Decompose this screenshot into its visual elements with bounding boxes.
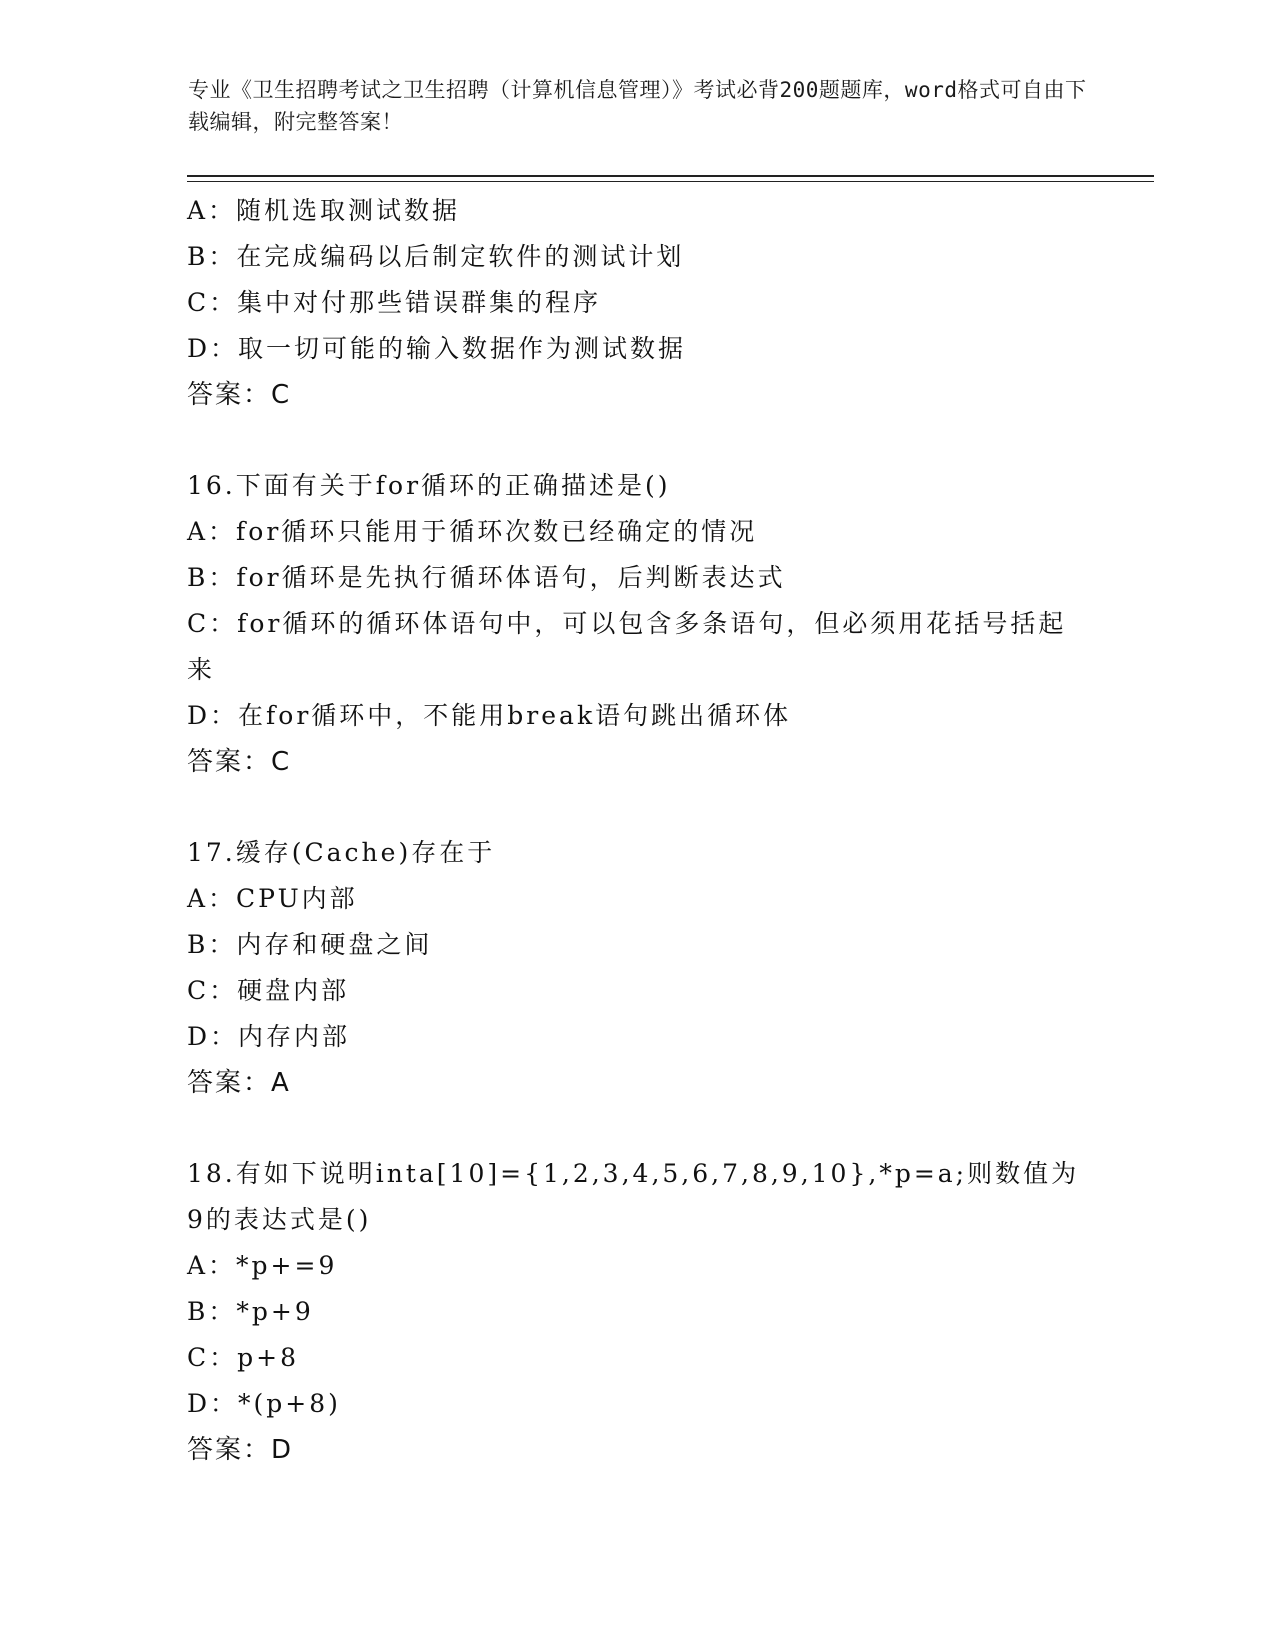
- question-16: [187, 463, 1087, 785]
- option-a: A：*p+=9: [187, 1251, 338, 1280]
- option-d: D：*(p+8): [187, 1389, 341, 1418]
- option-d: D：内存内部: [187, 1022, 351, 1051]
- spacer: [187, 1106, 1087, 1151]
- answer: 答案：C: [187, 380, 292, 410]
- option-c: C：集中对付那些错误群集的程序: [187, 288, 602, 317]
- header-divider-thick: [187, 175, 1154, 177]
- option-a: A：for循环只能用于循环次数已经确定的情况: [187, 517, 758, 546]
- option-c: C：p+8: [187, 1343, 299, 1372]
- option-b: B：内存和硬盘之间: [187, 930, 433, 959]
- question-title: 18.有如下说明inta[10]={1,2,3,4,5,6,7,8,9,10},*p=a;则数值为9的表达式是(): [187, 1159, 1080, 1234]
- option-a: A：随机选取测试数据: [187, 196, 461, 225]
- header-divider-thin: [187, 181, 1154, 182]
- question-18: [187, 1151, 1087, 1473]
- question-15-continued: [187, 188, 1087, 418]
- option-d: D：取一切可能的输入数据作为测试数据: [187, 334, 687, 363]
- question-title: 17.缓存(Cache)存在于: [187, 838, 496, 867]
- question-list: [187, 188, 1087, 1473]
- answer: 答案：D: [187, 1435, 294, 1465]
- option-b: B：*p+9: [187, 1297, 314, 1326]
- spacer: [187, 785, 1087, 830]
- option-b: B：for循环是先执行循环体语句，后判断表达式: [187, 563, 786, 592]
- option-b: B：在完成编码以后制定软件的测试计划: [187, 242, 685, 271]
- option-c: C：硬盘内部: [187, 976, 350, 1005]
- answer: 答案：A: [187, 1068, 291, 1098]
- question-title: 16.下面有关于for循环的正确描述是(): [187, 471, 671, 500]
- question-17: [187, 830, 1087, 1106]
- option-c: C：for循环的循环体语句中，可以包含多条语句，但必须用花括号括起来: [187, 609, 1067, 684]
- spacer: [187, 418, 1087, 463]
- document-header: 专业《卫生招聘考试之卫生招聘（计算机信息管理）》考试必背200题题库，word格式可自由下载编辑，附完整答案！: [188, 78, 1087, 134]
- option-a: A：CPU内部: [187, 884, 358, 913]
- option-d: D：在for循环中，不能用break语句跳出循环体: [187, 701, 792, 730]
- answer: 答案：C: [187, 747, 292, 777]
